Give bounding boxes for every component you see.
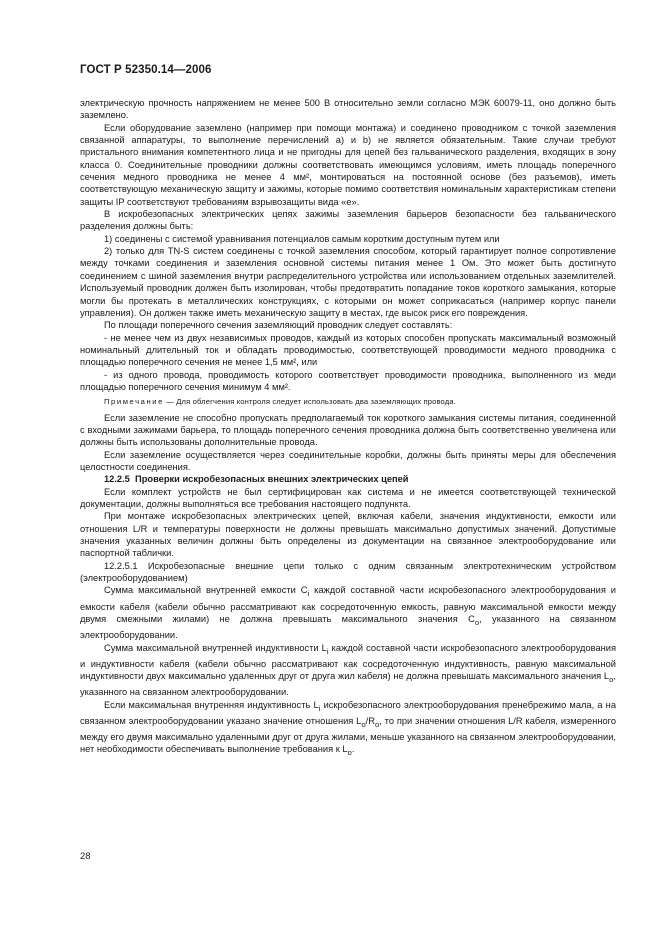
section-title: Проверки искробезопасных внешних электрических цепей (135, 474, 409, 485)
paragraph: Сумма максимальной внутренней емкости $C_i$ каждой составной части искробезопасного электрооборудования и емкости кабеля (кабели обычно рассматривают как сосредоточенную емкость, равную максимальной емкости между двумя смежными жилами) не должна превышать максимального значения $C_o$, указанного на связанном электрооборудовании. (80, 585, 616, 641)
paragraph: В искробезопасных электрических цепях зажимы заземления барьеров безопасности без гальванического разделения должны быть: (80, 209, 616, 232)
paragraph: Если максимальная внутренняя индуктивность $L_i$ искробезопасного электрооборудования пренебрежимо мала, а на связанном электрооборудовании указано значение отношения $L_o/R_o$, то при значении отношения L/R кабеля, измеренного между его двумя максимально удаленными друг от друга жилами, меньше указанного на связанном электрооборудовании, нет необходимости обеспечивать выполнение требования к $L_o$. (80, 699, 616, 758)
document-body (80, 97, 616, 760)
note (80, 396, 616, 408)
paragraph: Если заземление не способно пропускать предполагаемый ток короткого замыкания системы питания, соединенной с входными зажимами барьера, то площадь поперечного сечения проводника должна быть соответственно увеличена или должны быть использованы дополнительные провода. (80, 412, 616, 448)
note-text: — Для облегчения контроля следует использовать два заземляющих провода. (163, 397, 456, 407)
paragraph: При монтаже искробезопасных электрических цепей, включая кабели, значения индуктивности, емкости или отношения L/R и температуры поверхности не должны превышать максимально допустимых значений. Допустимые значения указанных величин должны быть определены из документации на связанное электрооборудование или паспортной таблички. (80, 511, 616, 559)
list-item: 1) соединены с системой уравнивания потенциалов самым коротким доступным путем или (104, 233, 500, 244)
list-item: 2) только для TN-S систем соединены с точкой заземления способом, который гарантирует полное сопротивление между точками соединения и заземления основной системы питания менее 1 Ом. Это может быть достигнуто соединением с шиной заземления внутри распределительного устройства или использованием отдельных заземлителей. Используемый проводник должен быть изолирован, чтобы предотвратить попадание токов короткого замыкания, которые могли бы протекать в металлических конструкциях, с которыми он может соприкасаться (например корпус панели управления). Он должен также иметь механическую защиту в местах, где высок риск его повреждения. (80, 246, 616, 318)
paragraph: По площади поперечного сечения заземляющий проводник следует составлять: (104, 320, 453, 331)
paragraph: Сумма максимальной внутренней индуктивности $L_i$ каждой составной части искробезопасного электрооборудования и индуктивности кабеля (кабели обычно рассматривают как сосредоточенную индуктивность, равную максимальной индуктивности двух максимально удаленных друг от друга жил кабеля) не должна превышать максимального значения $L_o$, указанного на связанном электрооборудовании. (80, 642, 617, 698)
section-heading (80, 473, 616, 485)
list-item: - не менее чем из двух независимых проводов, каждый из которых способен пропускать максимальный возможный номинальный длительный ток и обладать проводимостью, соответствующей проводимости медного проводника с площадью поперечного сечения не менее 1,5 мм², или (80, 332, 616, 368)
section-number: 12.2.5 (104, 474, 130, 485)
paragraph: электрическую прочность напряжением не менее 500 В относительно земли согласно МЭК 60079-11, оно должно быть заземлено. (80, 98, 616, 121)
paragraph: Если заземление осуществляется через соединительные коробки, должны быть приняты меры для обеспечения целостности соединения. (80, 449, 616, 472)
note-label: Примечание (104, 397, 164, 407)
page-number: 28 (80, 851, 91, 862)
paragraph: Если оборудование заземлено (например при помощи монтажа) и соединено проводником с точкой заземления связанной аппаратуры, то выполнение перечислений а) и b) не является обязательным. Такие случаи требуют пристального внимания компетентного лица и не пригодны для цепей без гальванического разделения, входящих в зону класса 0. Соединительные проводники должны соответствовать имеющимся условиям, иметь площадь поперечного сечения медного проводника не менее 4 мм², монтироваться на постоянной основе (без разъемов), иметь соответствующую механическую защиту и зажимы, которые помимо соответствия номинальным характеристикам степени защиты IP соответствуют требованиям взрывозащиты вида «е». (80, 122, 616, 207)
list-item: - из одного провода, проводимость которого соответствует проводимости проводника, выполненного из меди площадью поперечного сечения минимум 4 мм². (80, 369, 616, 392)
paragraph: Если комплект устройств не был сертифицирован как система и не имеется соответствующей технической документации, должны выполняться все требования настоящего подпункта. (80, 486, 616, 509)
document-header: ГОСТ Р 52350.14—2006 (80, 64, 212, 76)
subsection-heading: 12.2.5.1 Искробезопасные внешние цепи только с одним связанным электротехническим устройством (электрооборудованием) (80, 560, 616, 584)
